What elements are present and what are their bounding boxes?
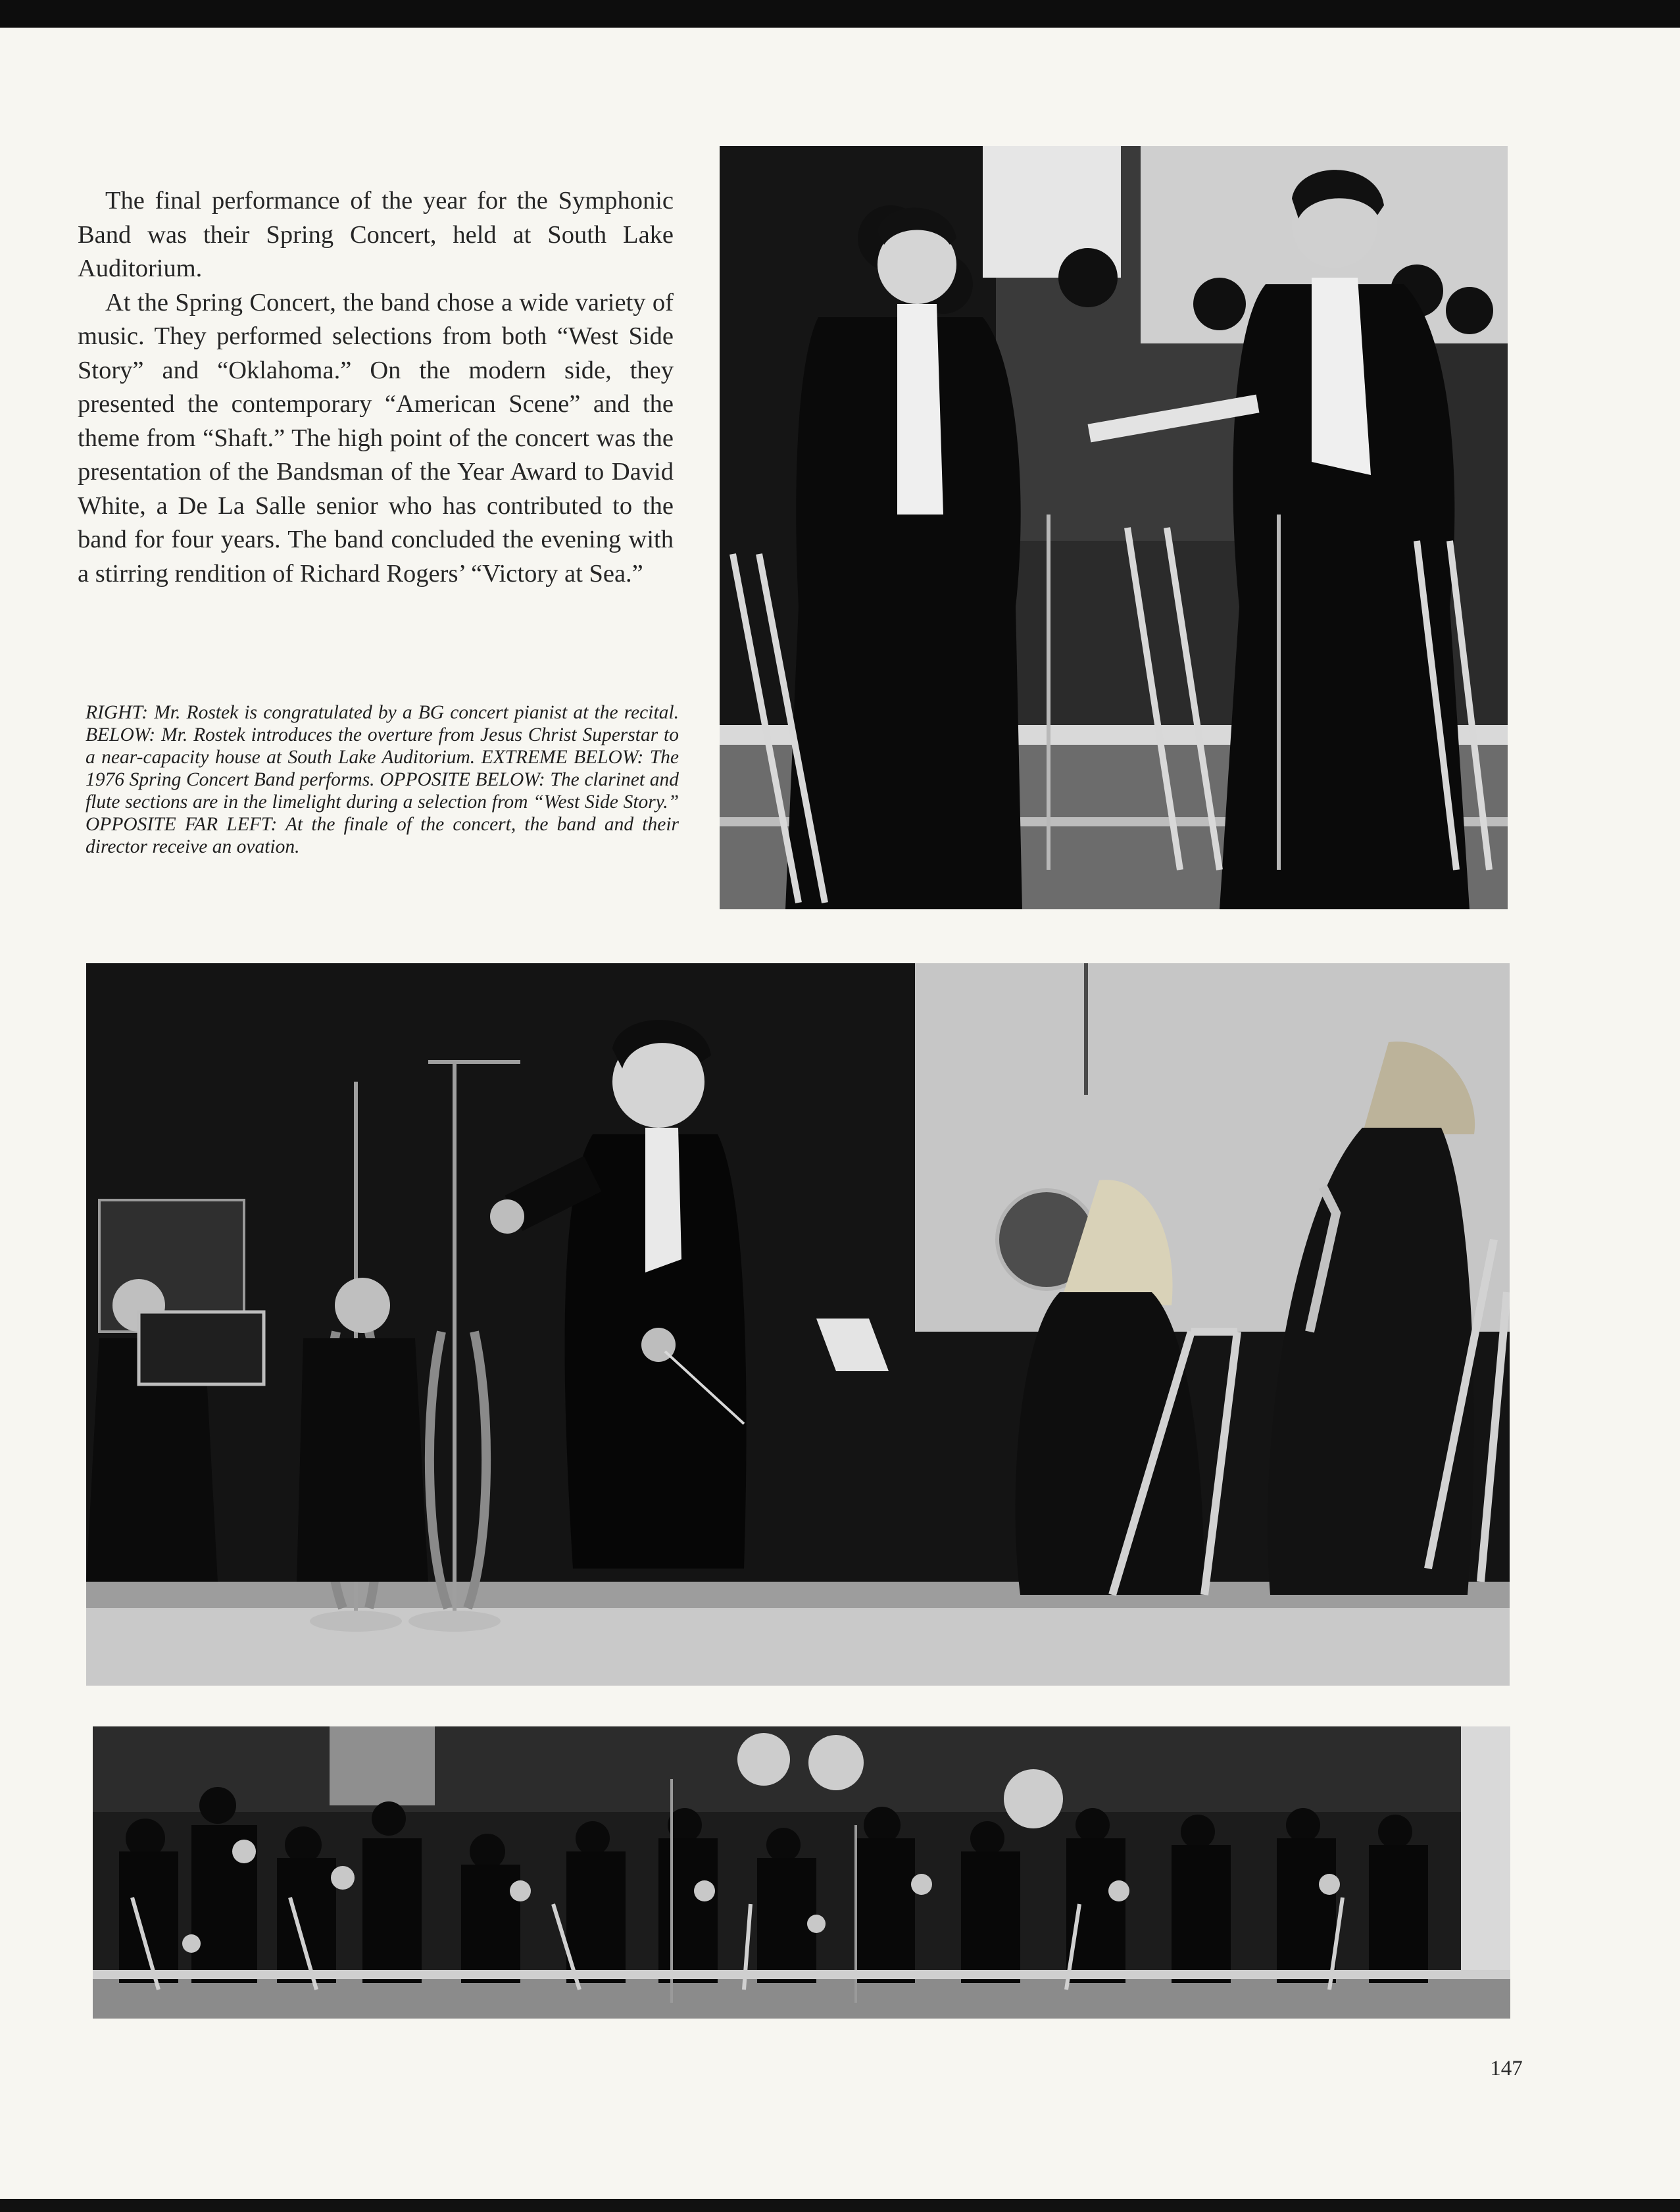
- page-number: 147: [1490, 2057, 1523, 2080]
- article-paragraph-2: At the Spring Concert, the band chose a wide variety of music. They performed selections from both “West Side Story” and “Oklahoma.” On the modern side, they presented the contemporary “American Scene” and the theme from “Shaft.” The high point of the concert was the presentation of the Bandsman of the Year Award to David White, a De La Salle senior who has contributed to the band for four years. The band concluded the evening with a stirring rendition of Richard Rogers’ “Victory at Sea.”: [78, 288, 674, 588]
- article-paragraph-1: The final performance of the year for the Symphonic Band was their Spring Concert, held at South Lake Auditorium.: [78, 187, 674, 282]
- photo-conductor-introduction: [86, 963, 1510, 1686]
- photo-full-band: [93, 1726, 1510, 2019]
- scan-border: [0, 2199, 1680, 2212]
- article-body: [78, 184, 674, 591]
- photo-caption: RIGHT: Mr. Rostek is congratulated by a BG concert pianist at the recital. BELOW: Mr. Rostek introduces the overture from Jesus Christ Superstar to a near-capacity house at South Lake Auditorium. EXTREME BELOW: The 1976 Spring Concert Band performs. OPPOSITE BELOW: The clarinet and flute sections are in the limelight during a selection from “West Side Story.” OPPOSITE FAR LEFT: At the finale of the concert, the band and their director receive an ovation.: [86, 702, 679, 857]
- photo-congratulations: [720, 146, 1508, 909]
